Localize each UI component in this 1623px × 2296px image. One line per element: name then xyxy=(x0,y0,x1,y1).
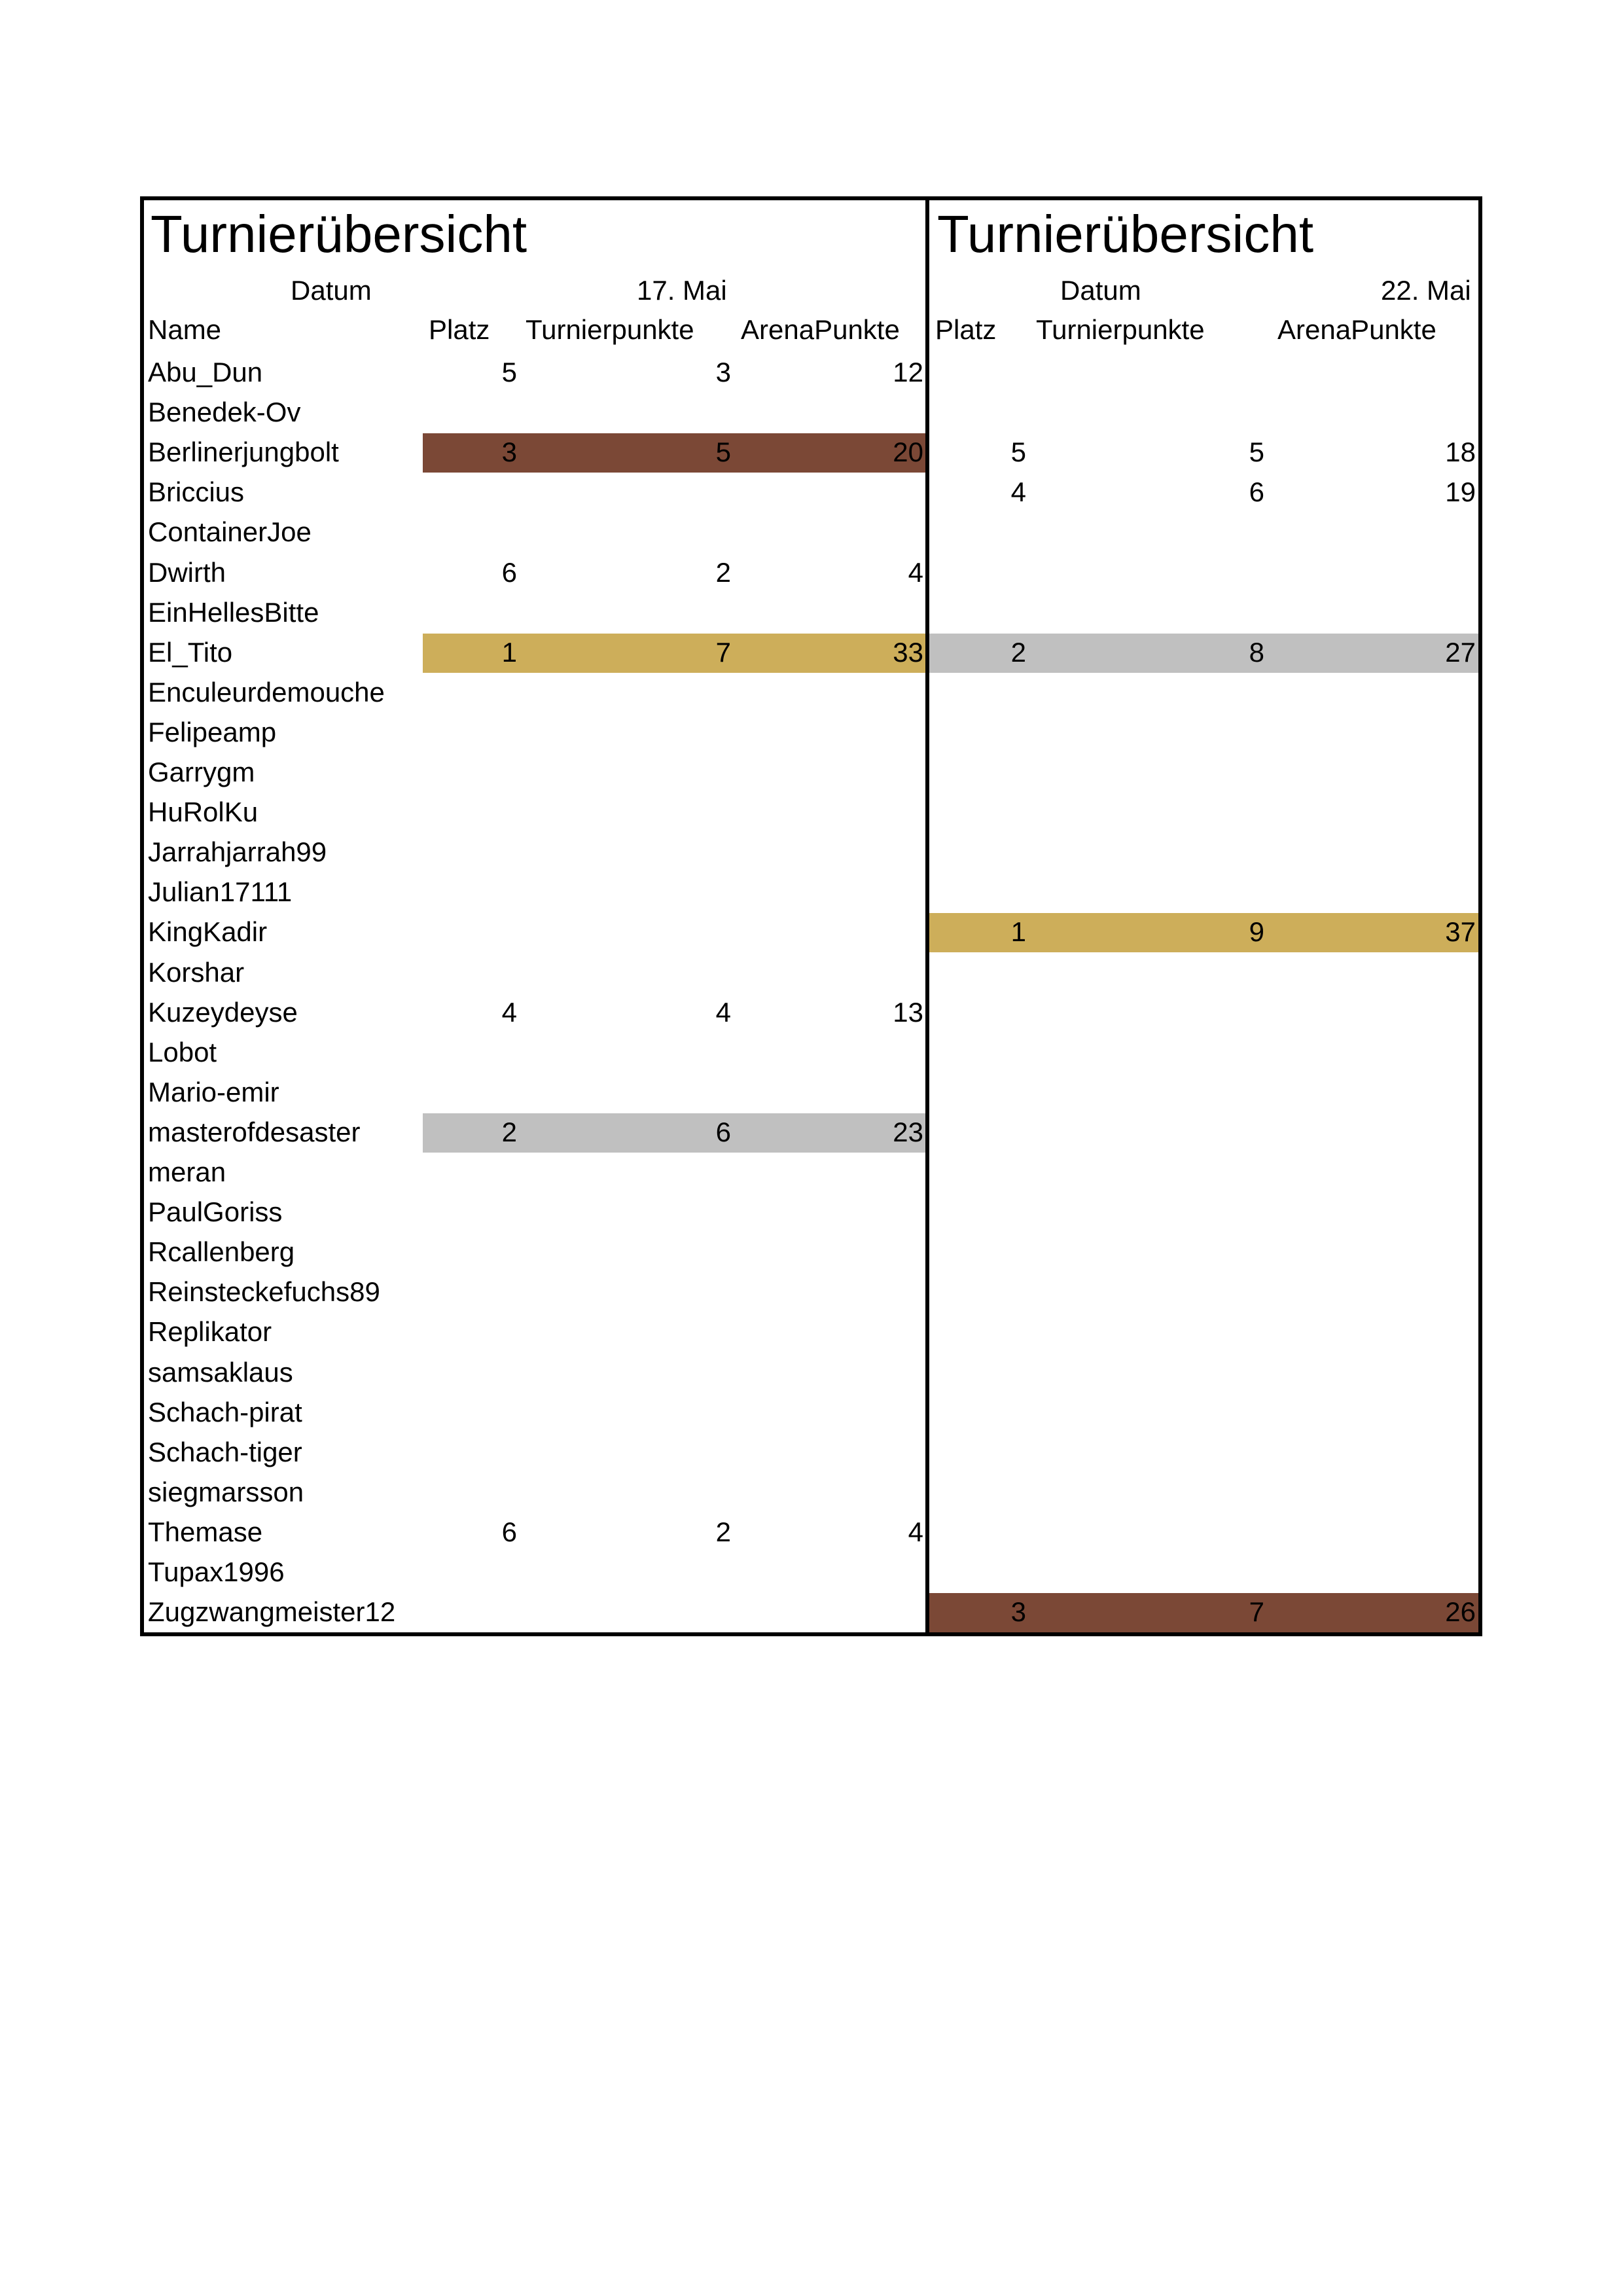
block-1-datum-label: Datum xyxy=(291,275,372,306)
block-1-column-header-turnierpunkte: Turnierpunkte xyxy=(526,314,694,345)
player-name: Garrygm xyxy=(148,757,255,787)
player-name: Tupax1996 xyxy=(148,1556,285,1587)
player-name: Mario-emir xyxy=(148,1076,279,1107)
player-name: Abu_Dun xyxy=(148,357,263,387)
tournament-2-arenapunkte-cell: 37 xyxy=(1445,916,1476,948)
tournament-2-platz-cell: 1 xyxy=(1010,916,1026,948)
player-name: Themase xyxy=(148,1516,263,1547)
tournament-1-arenapunkte-cell: 23 xyxy=(893,1116,923,1147)
player-name: El_Tito xyxy=(148,636,233,668)
tournament-1-turnierpunkte-cell: 2 xyxy=(715,1516,731,1547)
tournament-1-platz-cell: 2 xyxy=(501,1116,517,1147)
player-name: ContainerJoe xyxy=(148,516,312,548)
player-name: Schach-tiger xyxy=(148,1436,302,1467)
tournament-1-platz-cell: 4 xyxy=(501,996,517,1028)
tournament-1-platz-cell: 6 xyxy=(501,1516,517,1547)
player-name: Felipeamp xyxy=(148,716,277,747)
column-header-name: Name xyxy=(148,314,222,345)
player-name: siegmarsson xyxy=(148,1476,304,1507)
tournament-1-arenapunkte-cell: 12 xyxy=(893,357,923,387)
player-name: Replikator xyxy=(148,1316,272,1348)
block-2-column-header-turnierpunkte: Turnierpunkte xyxy=(1036,314,1205,345)
tournament-2-arenapunkte-cell: 27 xyxy=(1445,636,1476,668)
tournament-1-turnierpunkte-cell: 7 xyxy=(715,636,731,668)
tournament-1-turnierpunkte-cell: 6 xyxy=(715,1116,731,1147)
tournament-2-platz-cell: 2 xyxy=(1010,636,1026,668)
block-2-date: 22. Mai xyxy=(1381,275,1471,306)
player-name: Korshar xyxy=(148,956,245,988)
tournament-1-platz-cell: 1 xyxy=(501,636,517,668)
tournament-1-platz-cell: 6 xyxy=(501,556,517,588)
player-name: samsaklaus xyxy=(148,1356,293,1388)
player-name: Dwirth xyxy=(148,556,226,588)
player-name: PaulGoriss xyxy=(148,1196,283,1228)
player-name: Rcallenberg xyxy=(148,1236,295,1268)
player-name: Briccius xyxy=(148,476,245,508)
block-2-column-header-arenapunkte: ArenaPunkte xyxy=(1277,314,1436,345)
tournament-2-platz-cell: 5 xyxy=(1010,437,1026,468)
medal-highlight-bronze xyxy=(423,433,925,473)
player-name: HuRolKu xyxy=(148,797,259,828)
player-name: Lobot xyxy=(148,1036,217,1067)
tournament-2-arenapunkte-cell: 18 xyxy=(1445,437,1476,468)
tournament-1-arenapunkte-cell: 20 xyxy=(893,437,923,468)
block-1-title: Turnierübersicht xyxy=(151,205,527,263)
player-name: Reinsteckefuchs89 xyxy=(148,1276,380,1308)
tournament-2-platz-cell: 4 xyxy=(1010,476,1026,508)
player-name: Julian17111 xyxy=(148,876,293,908)
medal-highlight-gold xyxy=(423,634,925,673)
tournament-1-platz-cell: 3 xyxy=(501,437,517,468)
player-name: masterofdesaster xyxy=(148,1116,361,1147)
block-2-title: Turnierübersicht xyxy=(937,205,1314,263)
tournament-1-arenapunkte-cell: 33 xyxy=(893,636,923,668)
player-name: Schach-pirat xyxy=(148,1396,302,1427)
player-name: Enculeurdemouche xyxy=(148,676,385,708)
tournament-2-arenapunkte-cell: 26 xyxy=(1445,1596,1476,1628)
tournament-1-turnierpunkte-cell: 2 xyxy=(715,556,731,588)
block-2-column-header-platz: Platz xyxy=(935,314,997,345)
block-2-datum-label: Datum xyxy=(1060,275,1141,306)
player-name: meran xyxy=(148,1157,226,1187)
player-name: Kuzeydeyse xyxy=(148,996,298,1028)
tournament-2-turnierpunkte-cell: 8 xyxy=(1249,636,1264,668)
block-1-column-header-platz: Platz xyxy=(429,314,490,345)
tournament-2-turnierpunkte-cell: 9 xyxy=(1249,916,1264,948)
tournament-1-turnierpunkte-cell: 3 xyxy=(715,357,731,387)
tournament-2-turnierpunkte-cell: 6 xyxy=(1249,476,1264,508)
player-name: Jarrahjarrah99 xyxy=(148,836,327,868)
tournament-1-turnierpunkte-cell: 4 xyxy=(715,996,731,1028)
tournament-2-arenapunkte-cell: 19 xyxy=(1445,476,1476,508)
medal-highlight-silver xyxy=(423,1113,925,1153)
block-1-date: 17. Mai xyxy=(637,275,727,306)
tournament-1-arenapunkte-cell: 13 xyxy=(893,996,923,1028)
player-name: Zugzwangmeister12 xyxy=(148,1596,396,1628)
player-name: Berlinerjungbolt xyxy=(148,437,339,468)
tournament-1-arenapunkte-cell: 4 xyxy=(908,1516,923,1547)
tournament-1-turnierpunkte-cell: 5 xyxy=(715,437,731,468)
player-name: Benedek-Ov xyxy=(148,397,301,428)
tournament-2-turnierpunkte-cell: 5 xyxy=(1249,437,1264,468)
tournament-2-turnierpunkte-cell: 7 xyxy=(1249,1596,1264,1628)
player-name: EinHellesBitte xyxy=(148,596,319,628)
block-1-column-header-arenapunkte: ArenaPunkte xyxy=(741,314,900,345)
player-name: KingKadir xyxy=(148,916,268,948)
tournament-1-arenapunkte-cell: 4 xyxy=(908,556,923,588)
tournament-1-platz-cell: 5 xyxy=(501,357,517,387)
tournament-2-platz-cell: 3 xyxy=(1010,1596,1026,1628)
